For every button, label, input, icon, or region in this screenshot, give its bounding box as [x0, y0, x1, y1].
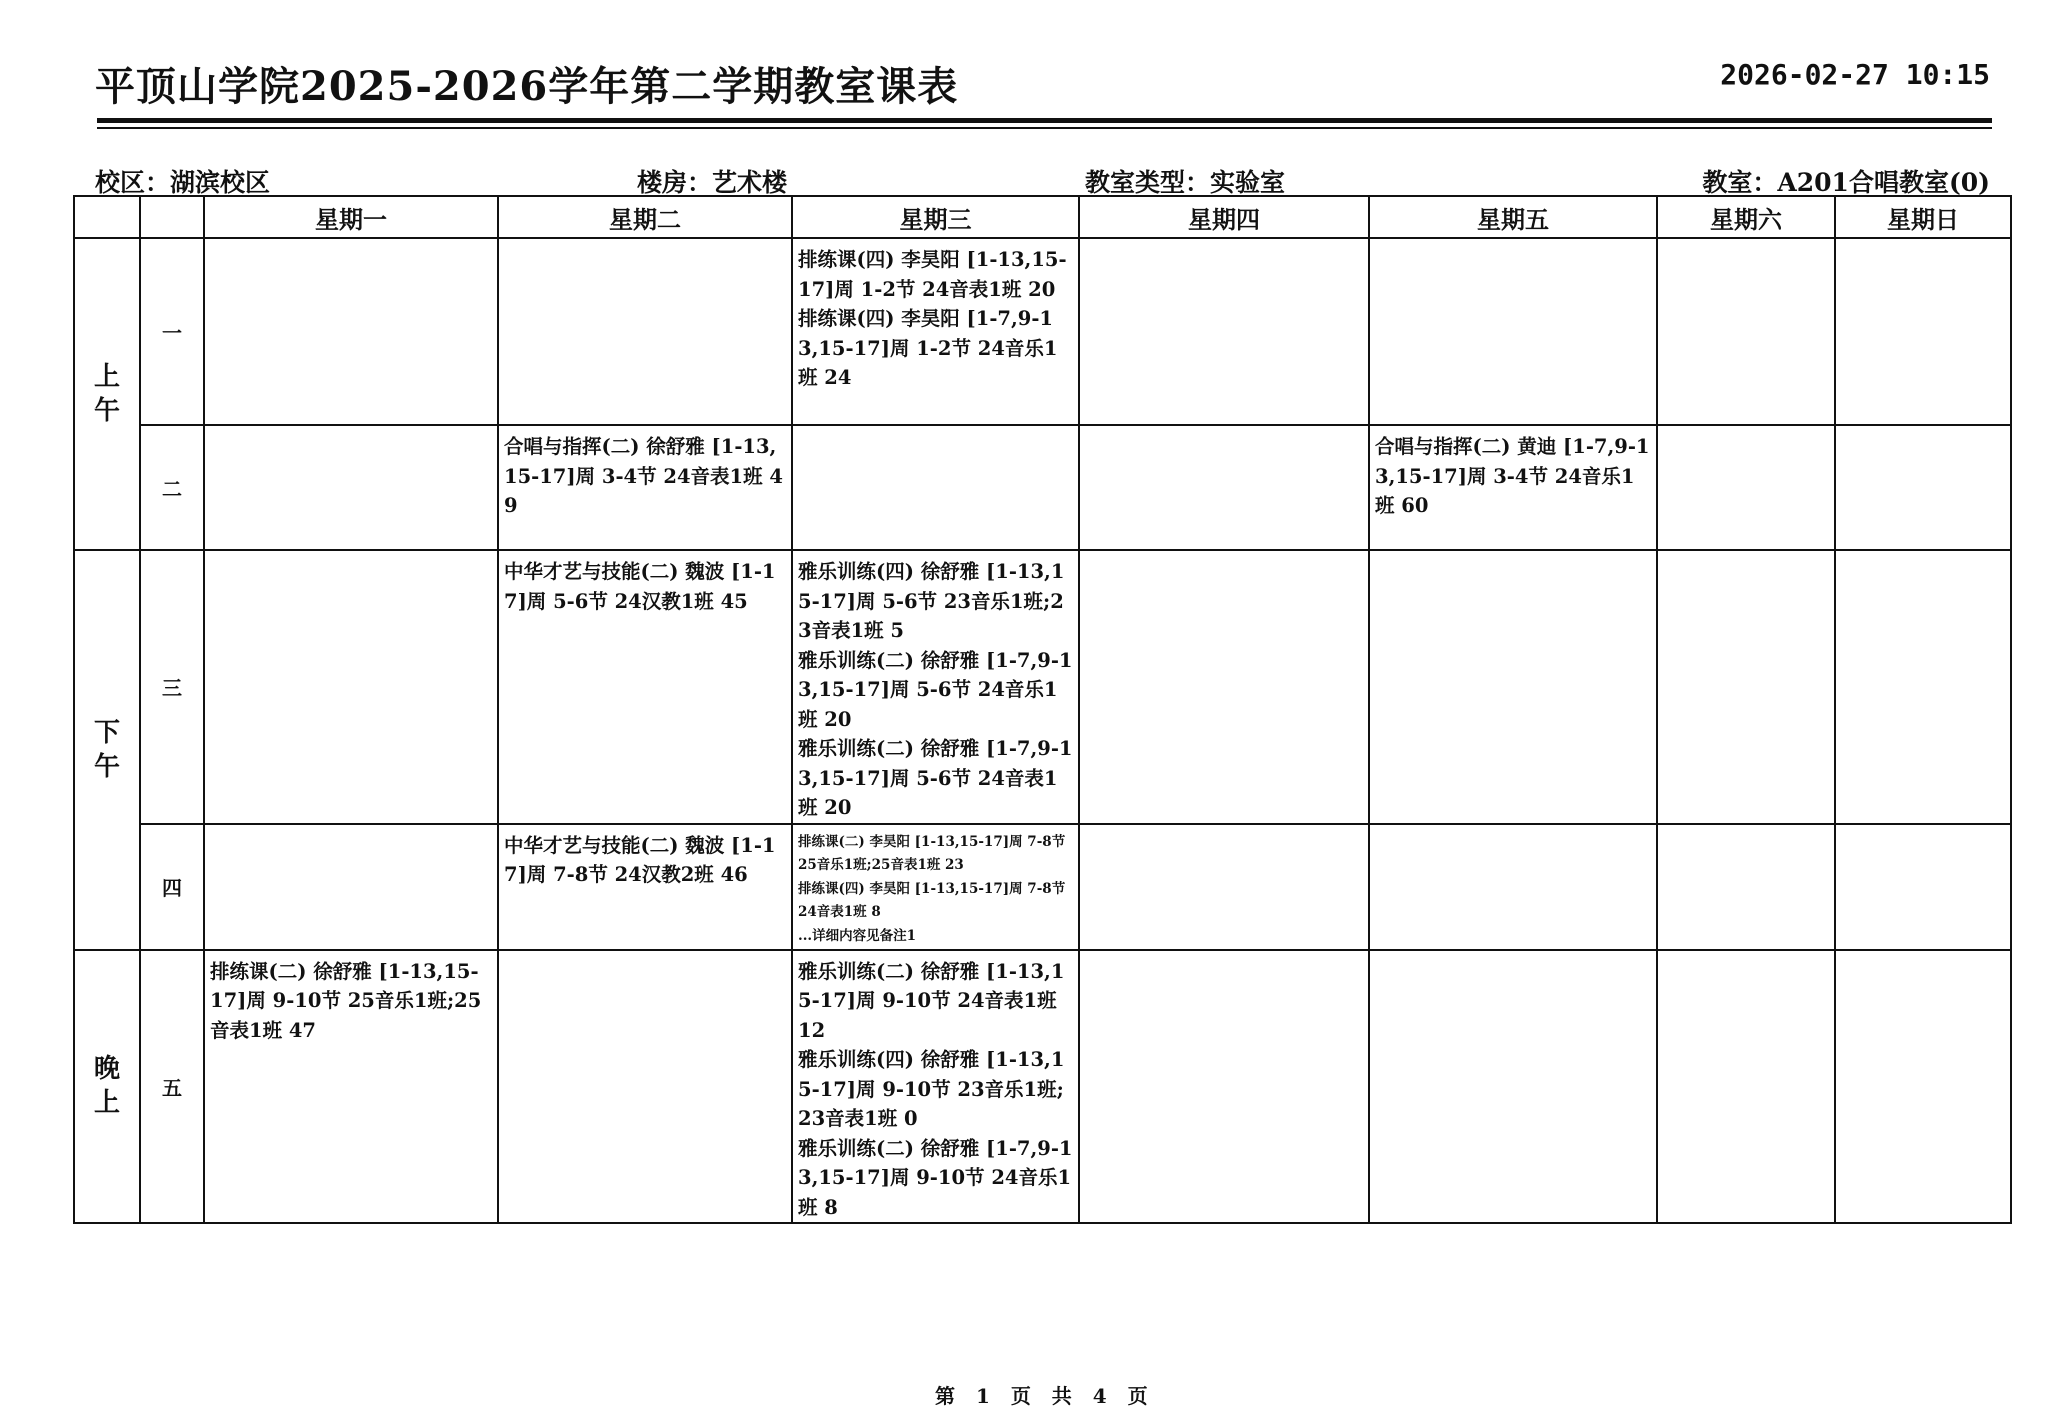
course-cell-fri-4	[1369, 824, 1657, 950]
period-label: 上 午	[93, 362, 120, 426]
course-text	[205, 239, 497, 245]
course-cell-tue-1	[498, 238, 792, 425]
day-header-row	[74, 196, 2011, 238]
section-label: 一	[140, 238, 204, 425]
timetable	[73, 195, 2012, 1224]
course-text	[793, 426, 1078, 432]
course-text	[1836, 951, 2010, 957]
course-text	[1658, 825, 1834, 831]
course-cell-thu-1	[1079, 238, 1369, 425]
course-cell-fri-2	[1369, 425, 1657, 550]
building-label: 楼房：艺术楼	[637, 168, 788, 197]
day-header-thu: 星期四	[1079, 196, 1369, 238]
corner-cell	[74, 196, 140, 238]
day-header-wed: 星期三	[792, 196, 1079, 238]
course-text	[1658, 239, 1834, 245]
day-header-sat: 星期六	[1657, 196, 1835, 238]
course-text	[1836, 551, 2010, 557]
course-cell-sat-3	[1657, 550, 1835, 824]
corner-cell	[140, 196, 204, 238]
course-cell-sat-1	[1657, 238, 1835, 425]
print-datetime: 2026-02-27 10:15	[1720, 58, 1990, 91]
section-row-4	[74, 824, 2011, 950]
course-cell-wed-2	[792, 425, 1079, 550]
course-cell-thu-2	[1079, 425, 1369, 550]
header-rule-thin	[97, 127, 1992, 129]
course-cell-tue-4	[498, 824, 792, 950]
period-morning	[74, 238, 140, 550]
course-cell-mon-2	[204, 425, 498, 550]
course-text	[1080, 239, 1368, 245]
course-text	[1836, 239, 2010, 245]
course-cell-sun-2	[1835, 425, 2011, 550]
period-evening	[74, 950, 140, 1224]
section-label: 四	[140, 824, 204, 950]
page-number: 第 1 页 共 4 页	[935, 1384, 1148, 1408]
course-text	[1080, 951, 1368, 957]
course-text	[1658, 551, 1834, 557]
course-text	[1370, 825, 1656, 831]
course-text	[1370, 951, 1656, 957]
course-cell-thu-5	[1079, 950, 1369, 1224]
course-text	[1836, 825, 2010, 831]
section-row-5	[74, 950, 2011, 1224]
course-text	[1836, 426, 2010, 432]
course-text: 排练课(四) 李昊阳 [1-13,15-17]周 1-2节 24音表1班 20 排练课(四) 李昊阳 [1-7,9-13,15-17]周 1-2节 24音乐1班 24	[798, 248, 1067, 389]
course-text: 排练课(二) 徐舒雅 [1-13,15-17]周 9-10节 25音乐1班;25音表1班 47	[210, 959, 482, 1042]
course-cell-thu-4	[1079, 824, 1369, 950]
course-cell-sun-1	[1835, 238, 2011, 425]
section-label: 五	[140, 950, 204, 1224]
period-afternoon	[74, 550, 140, 950]
course-cell-wed-5	[792, 950, 1079, 1224]
section-row-3	[74, 550, 2011, 824]
course-text	[1080, 825, 1368, 831]
course-text	[499, 239, 791, 245]
course-text: 雅乐训练(二) 徐舒雅 [1-13,15-17]周 9-10节 24音表1班 12 雅乐训练(四) 徐舒雅 [1-13,15-17]周 9-10节 23音乐1班;23音表1班 0 雅乐训练(二) 徐舒雅 [1-7,9-13,15-17]周 9-10节 24音乐1班 8	[798, 959, 1073, 1219]
course-cell-mon-5	[204, 950, 498, 1224]
course-text	[1370, 239, 1656, 245]
room-label: 教室：A201合唱教室(0)	[1702, 168, 1990, 197]
course-cell-wed-4	[792, 824, 1079, 950]
course-text	[1370, 551, 1656, 557]
section-label: 三	[140, 550, 204, 824]
course-text	[499, 951, 791, 957]
course-cell-mon-3	[204, 550, 498, 824]
course-cell-wed-1	[792, 238, 1079, 425]
course-cell-fri-3	[1369, 550, 1657, 824]
course-text: 合唱与指挥(二) 黄迪 [1-7,9-13,15-17]周 3-4节 24音乐1班 60	[1375, 435, 1650, 517]
course-cell-tue-2	[498, 425, 792, 550]
day-header-sun: 星期日	[1835, 196, 2011, 238]
course-text	[205, 825, 497, 831]
course-text: 合唱与指挥(二) 徐舒雅 [1-13,15-17]周 3-4节 24音表1班 49	[504, 435, 783, 517]
course-text: 排练课(二) 李昊阳 [1-13,15-17]周 7-8节 25音乐1班;25音表1班 23 排练课(四) 李昊阳 [1-13,15-17]周 7-8节 24音表1班 8 ...详细内容见备注1	[798, 833, 1066, 944]
campus-label: 校区：湖滨校区	[95, 168, 271, 197]
day-header-fri: 星期五	[1369, 196, 1657, 238]
course-text	[205, 426, 497, 432]
course-cell-sat-4	[1657, 824, 1835, 950]
period-label: 晚 上	[93, 1054, 120, 1119]
course-cell-mon-1	[204, 238, 498, 425]
period-label: 下 午	[93, 717, 120, 782]
course-cell-sat-5	[1657, 950, 1835, 1224]
day-header-mon: 星期一	[204, 196, 498, 238]
section-row-2	[74, 425, 2011, 550]
course-text	[1658, 426, 1834, 432]
course-cell-mon-4	[204, 824, 498, 950]
section-row-1	[74, 238, 2011, 425]
course-text: 雅乐训练(四) 徐舒雅 [1-13,15-17]周 5-6节 23音乐1班;23音表1班 5 雅乐训练(二) 徐舒雅 [1-7,9-13,15-17]周 5-6节 24音乐1班 20 雅乐训练(二) 徐舒雅 [1-7,9-13,15-17]周 5-6节 24音表1班 20	[798, 560, 1073, 819]
room-type-label: 教室类型：实验室	[1085, 168, 1286, 197]
course-cell-sun-3	[1835, 550, 2011, 824]
course-cell-sun-4	[1835, 824, 2011, 950]
course-cell-sat-2	[1657, 425, 1835, 550]
course-cell-fri-5	[1369, 950, 1657, 1224]
section-label: 二	[140, 425, 204, 550]
course-text	[205, 551, 497, 557]
course-cell-fri-1	[1369, 238, 1657, 425]
page-title: 平顶山学院2025-2026学年第二学期教室课表	[95, 63, 959, 110]
course-text	[1080, 551, 1368, 557]
course-cell-sun-5	[1835, 950, 2011, 1224]
course-cell-thu-3	[1079, 550, 1369, 824]
course-cell-tue-5	[498, 950, 792, 1224]
course-text: 中华才艺与技能(二) 魏波 [1-17]周 5-6节 24汉教1班 45	[504, 560, 776, 613]
course-text	[1080, 426, 1368, 432]
day-header-tue: 星期二	[498, 196, 792, 238]
course-cell-wed-3	[792, 550, 1079, 824]
course-text	[1658, 951, 1834, 957]
course-cell-tue-3	[498, 550, 792, 824]
course-text: 中华才艺与技能(二) 魏波 [1-17]周 7-8节 24汉教2班 46	[504, 833, 776, 886]
header-rule-thick	[97, 118, 1992, 123]
